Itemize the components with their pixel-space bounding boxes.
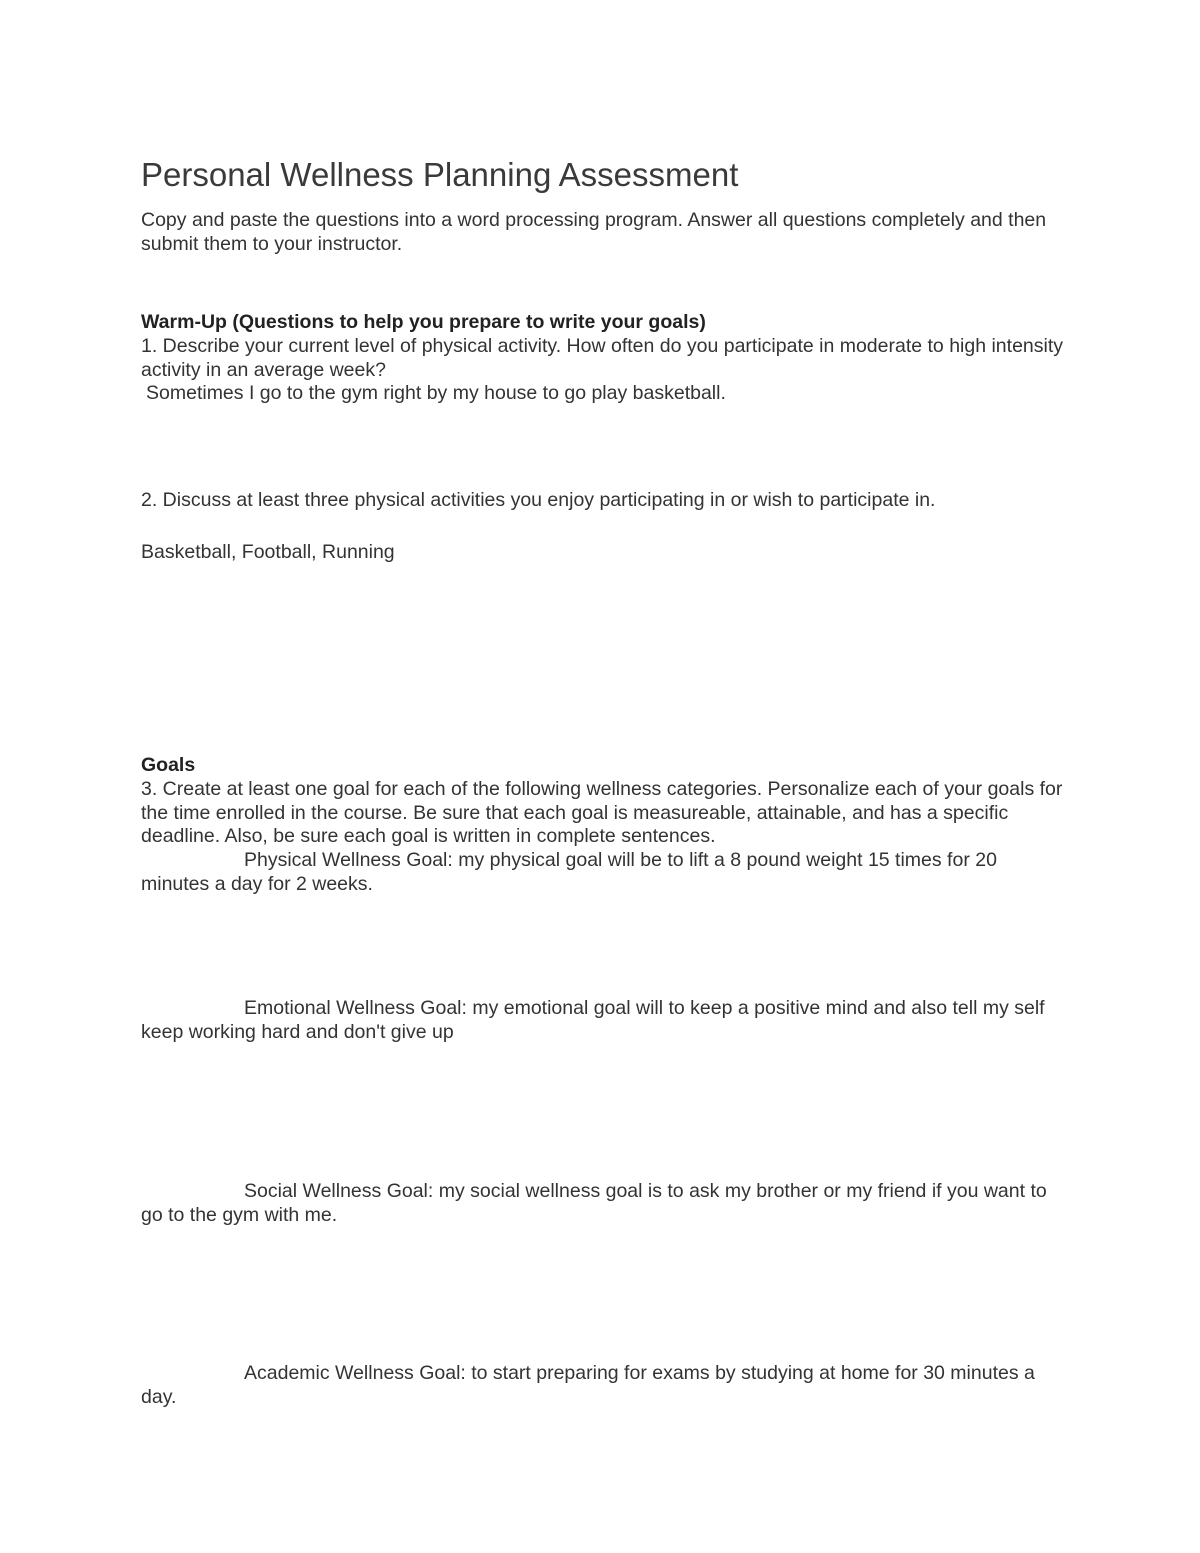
instructions-paragraph: Copy and paste the questions into a word processing program. Answer all questions completely and then submit them to your instructor. [141,209,1047,255]
social-goal [141,1180,1066,1227]
social-goal-text: Social Wellness Goal: my social wellness goal is to ask my brother or my friend if you want to go to the gym with me. [141,1180,1047,1226]
emotional-goal [141,997,1066,1044]
academic-goal-text: Academic Wellness Goal: to start preparing for exams by studying at home for 30 minutes a day. [141,1362,1035,1408]
question-1: 1. Describe your current level of physical activity. How often do you participate in moderate to high intensity activity in an average week? [141,335,1064,381]
goals-heading: Goals [141,754,196,776]
question-3: 3. Create at least one goal for each of the following wellness categories. Personalize each of your goals for the time enrolled in the course. Be sure that each goal is measureable, attainable, and has a specific deadline. Also, be sure each goal is written in complete sentences. [141,778,1063,847]
physical-goal [141,849,1066,896]
document-title: Personal Wellness Planning Assessment [141,156,739,193]
question-2: 2. Discuss at least three physical activities you enjoy participating in or wish to participate in. [141,489,936,511]
emotional-goal-text: Emotional Wellness Goal: my emotional goal will to keep a positive mind and also tell my self keep working hard and don't give up [141,997,1045,1043]
answer-1: Sometimes I go to the gym right by my house to go play basketball. [146,382,726,404]
answer-2: Basketball, Football, Running [141,541,395,563]
academic-goal [141,1362,1066,1409]
physical-goal-text: Physical Wellness Goal: my physical goal will be to lift a 8 pound weight 15 times for 20 minutes a day for 2 weeks. [141,849,997,895]
warmup-heading: Warm-Up (Questions to help you prepare to write your goals) [141,311,706,333]
